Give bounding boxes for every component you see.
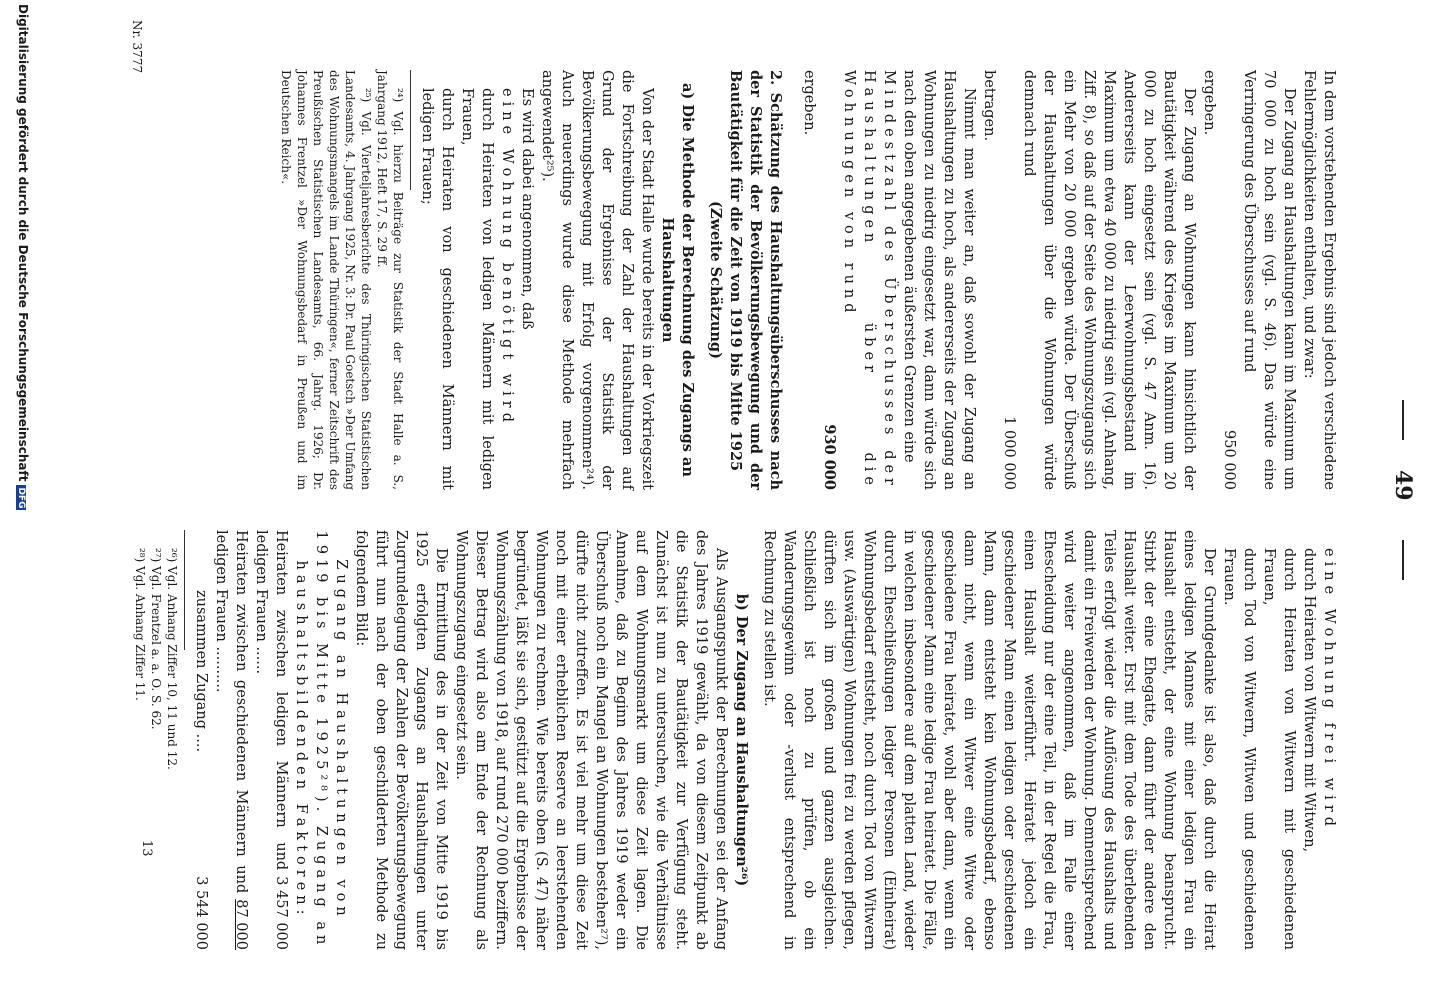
paragraph — [1239, 70, 1299, 490]
footnote: ²⁵) Vgl. Vierteljahresberichte des Thüringischen Statistischen Landesamts, 4. Jahrgang 1925, Nr. 3: Dr. Paul Goetsch »Der Umfang des Wohnungsmangels im Lande Thüringen«, ferner Zeitschrift des Preußischen Statistischen Landesamts, 66. Jahrg. 1926; Dr. Johannes Frentzel »Der Wohnungsbedarf in Preußen und im Deutschen Reich«. — [279, 70, 373, 490]
list-item: durch Heiraten von ledigen Männern mit ledigen Frauen, — [459, 88, 495, 490]
table-row — [191, 530, 211, 950]
subsection-heading: a) Die Methode der Berechnung des Zugangs an Haushaltungen — [659, 83, 696, 477]
list-item: durch Tod von Witwern, Witwen und geschiedenen Frauen. — [1221, 548, 1257, 950]
row-value: 3 457 000 — [273, 876, 289, 950]
print-order-number: Nr. 3777 — [130, 20, 144, 74]
left-column — [278, 70, 1339, 490]
value-row — [819, 70, 839, 490]
row-value: 87 000 — [233, 899, 249, 950]
table-row — [251, 530, 291, 950]
section-subheading: (Zweite Schätzung) — [707, 201, 724, 359]
paragraph: Der Grundgedanke ist also, daß durch die Heirat eines ledigen Mannes mit einer ledigen Frau ein Haushalt entsteht, der eine Wohnung beansprucht. Stirbt der eine Ehegatte, dann führt der andere den Haushalt weiter. Erst mit dem Tode des überlebenden Teiles erfolgt wieder die Auflösung des Haushalts und damit ein Freiwerden der Wohnung. Demnentsprechend wird weiter angenommen, daß im Falle einer Ehescheidung nur der eine Teil, in der Regel die Frau, einen Haushalt weiterführt. Heiratet jedoch ein geschiedener Mann einen ledigen oder geschiedenen Mann, dann entsteht kein Wohnungsbedarf, ebenso dann nicht, wenn ein Witwer eine Witwe oder geschiedene Frau heiratet, wohl aber dann, wenn ein geschiedener Mann eine ledige Frau heiratet. Die Fälle, in welchen insbesondere auf dem platten Land, wieder durch Eheschließungen lediger Personen (Einheirat) Wohnungsbedarf entsteht, noch durch Tod von Witwern usw. (Auswärtigen) Wohnungen frei zu werden pflegen, dürften sich im großen und ganzen ausgleichen. Schließlich ist noch zu prüfen, ob ein Wanderungsgewinn oder -verlust entsprechend in Rechnung zu stellen ist. — [761, 530, 1217, 950]
value: 1 000 000 — [1001, 416, 1017, 490]
paragraph: Die Ermittlung des in der Zeit von Mitte 1919 bis 1925 erfolgten Zugangs an Haushaltungen unter Zugrundelegung der Zahlen der Bevölkerungsbewegung führt nun nach der oben geschilderten Methode zu folgendem Bild: — [353, 530, 449, 950]
paragraph: Der Zugang an Wohnungen kann hinsichtlich der Bautätigkeit während des Krieges im Maximum um 20 000 zu hoch eingesetzt sein (vgl. S. 47 Anm. 16). Andererseits kann der Leerwohnungsbestand im Maximum um etwa 40 000 zu niedrig sein (vgl. Anhang, Ziff. 8), so daß auf der Seite des Wohnungszugangs sich ein Mehr von 20 000 ergeben würde. Der Überschuß der Haushaltungen über die Wohnungen würde demnach rund — [1021, 70, 1197, 490]
spaced-text: Mindestzahl des Überschusses der Haushaltungen über die Wohnungen von rund — [841, 70, 897, 490]
section-heading: 2. Schätzung des Haushaltungsüberschusses nach der Statistik der Bevölkerungsbewegung und der Bautätigkeit für die Zeit von 1919 bis Mitte 1925 — [727, 70, 784, 490]
footnote-rule — [410, 70, 411, 190]
table-row — [211, 530, 251, 950]
credit-text: Digitalisierung gefördert durch die Deutsche Forschungsgemeinschaft — [16, 4, 30, 482]
paragraph: Es wird dabei angenommen, daß — [519, 88, 535, 330]
page-number: 49 — [1390, 470, 1416, 501]
paragraph-end: ergeben. — [1201, 70, 1217, 136]
paragraph-text: Der Zugang an Haushaltungen kann im Maximum um 70 000 zu hoch sein (vgl. S. 46). Das würde eine Verringerung des Überschusses auf rund — [1241, 70, 1297, 490]
intro-text: In dem vorstehenden Ergebnis sind jedoch verschiedene Fehlermöglichkeiten enthalten, und zwar: — [1301, 70, 1337, 490]
footnote: ²⁸) Vgl. Anhang Ziffer 11. — [133, 548, 147, 701]
list-item: durch Heiraten von geschiedenen Männern mit ledigen Frauen; — [419, 88, 455, 490]
list-item: durch Heiraten von Witwern mit geschiedenen Frauen, — [1261, 548, 1297, 950]
value: 950 000 — [1221, 430, 1237, 490]
header-dash-right — [1402, 540, 1404, 580]
spaced-text: eine Wohnung benötigt wird — [499, 88, 515, 428]
footnote-rule — [184, 530, 185, 650]
footnote: ²⁴) Vgl. hierzu Beiträge zur Statistik der Stadt Halle a. S., Jahrgang 1912, Heft 17, S. 29 ff. — [375, 70, 405, 490]
row-label: zusammen Zugang .... — [193, 590, 209, 753]
sheet-number: 13 — [139, 840, 154, 857]
list-item: durch Heiraten von Witwern mit Witwen, — [1301, 548, 1317, 853]
spaced-text: Zugang an Haushaltungen von 1919 bis Mitte 1925²⁸). Zugang an haushaltsbildenden Faktoren: — [293, 530, 349, 950]
spaced-text: eine Wohnung frei wird — [1321, 548, 1337, 832]
paragraph-end: betragen. — [981, 70, 997, 142]
paragraph-end: ergeben. — [801, 70, 817, 136]
value-row — [1219, 70, 1239, 490]
footnote: ²⁷) Vgl. Frentzel a. a. O. S. 62. — [149, 548, 163, 730]
row-label: Heiraten zwischen geschiedenen Männern und ledigen Frauen .......... — [213, 530, 249, 894]
subsection-heading: b) Der Zugang an Haushaltungen²⁶) — [733, 593, 750, 887]
right-column — [132, 530, 1339, 950]
paragraph: Als Ausgangspunkt der Berechnungen sei der Anfang des Jahres 1919 gewählt, da von diesem Zeitpunkt ab die Statistik der Bautätigkeit zur Verfügung steht. Zunächst ist nun zu untersuchen, wie die Verhältnisse auf dem Wohnungsmarkt um diese Zeit lagen. Die Annahme, daß zu Beginn des Jahres 1919 weder ein Überschuß noch ein Mangel an Wohnungen bestehen²⁷), dürfte nicht zutreffen. Es ist viel mehr um diese Zeit noch mit einer erheblichen Reserve an leerstehenden Wohnungen zu rechnen. Wie bereits oben (S. 47) näher begründet, läßt sie sich, gestützt auf die Ergebnisse der Wohnungszählung von 1918, auf rund 270 000 beziffern. Dieser Betrag wird also am Ende der Rechnung als Wohnungszugang eingesetzt sein. — [453, 530, 729, 950]
paragraph: Von der Stadt Halle wurde bereits in der Vorkriegszeit die Fortschreibung der Zahl der Haushaltungen auf Grund der Ergebnisse der Statistik der Bevölkerungsbewegung mit Erfolg vorgenommen²⁴). Auch neuerdings wurde diese Methode mehrfach angewendet²⁵). — [539, 70, 655, 490]
dfg-logo: DFG — [16, 487, 26, 509]
footnote: ²⁶) Vgl. Anhang Ziffer 10, 11 und 12. — [165, 548, 179, 770]
row-value: 3 544 000 — [193, 876, 209, 950]
row-label: Heiraten zwischen ledigen Männern und ledigen Frauen ...... — [253, 530, 289, 871]
header-dash-left — [1402, 400, 1404, 440]
digitization-credit — [16, 4, 30, 510]
paragraph: Nimmt man weiter an, daß sowohl der Zugang an Haushaltungen zu hoch, als andererseits der Zugang an Wohnungen zu niedrig eingesetzt war, dann würde sich nach den oben angegebenen äußersten Grenzen eine — [901, 70, 977, 490]
value: 930 000 — [821, 424, 838, 490]
value-row — [999, 70, 1019, 490]
